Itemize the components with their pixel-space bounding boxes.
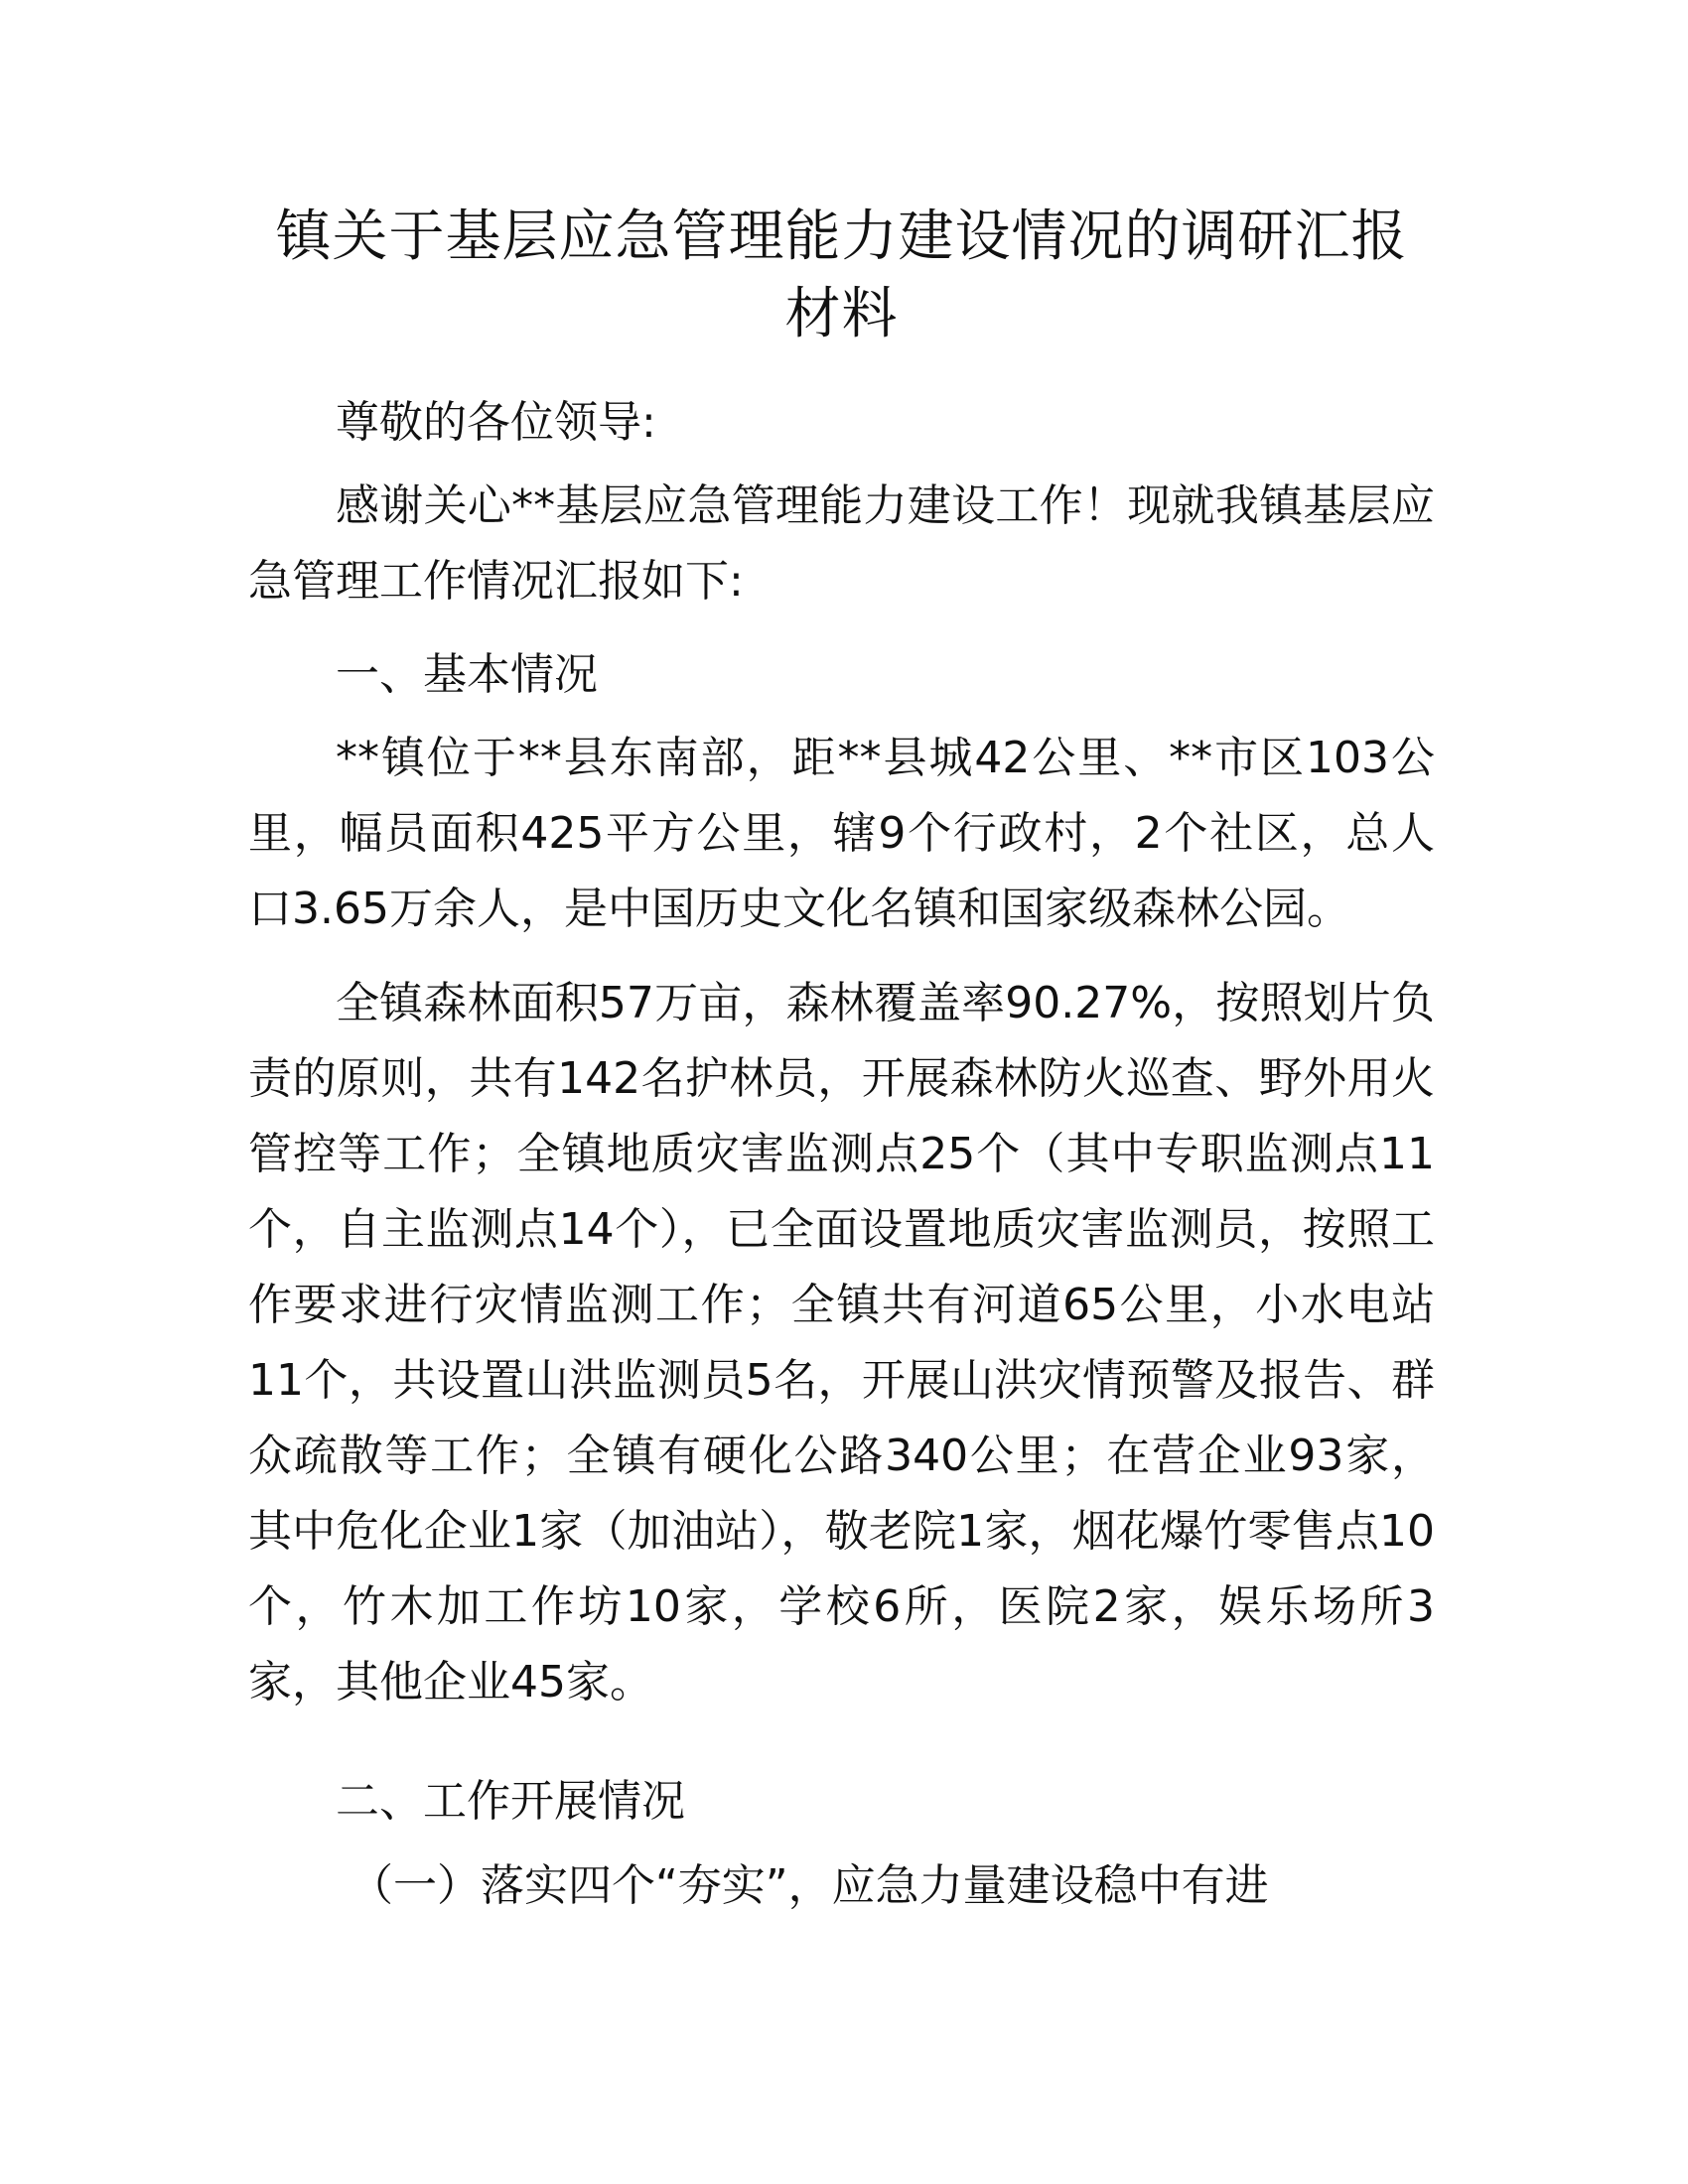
title-line-1: 镇关于基层应急管理能力建设情况的调研汇报: [275, 205, 1408, 269]
section-1-heading: 一、基本情况: [336, 649, 598, 700]
section-2-heading: 二、工作开展情况: [336, 1776, 685, 1827]
title-line-2: 材料: [784, 282, 899, 346]
section-1-paragraph-2: 全镇森林面积57万亩，森林覆盖率90.27%，按照划片负责的原则，共有142名护林员，开展森林防火巡查、野外用火管控等工作；全镇地质灾害监测点25个（其中专职监测点11个，自主监测点14个），已全面设置地质灾害监测员，按照工作要求进行灾情监测工作；全镇共有河道65公里，小水电站11个，共设置山洪监测员5名，开展山洪灾情预警及报告、群众疏散等工作；全镇有硬化公路340公里；在营企业93家，其中危化企业1家（加油站），敬老院1家，烟花爆竹零售点10个，竹木加工作坊10家，学校6所，医院2家，娱乐场所3家，其他企业45家。: [248, 978, 1435, 1707]
document-title: [248, 199, 1435, 353]
intro-paragraph: 感谢关心**基层应急管理能力建设工作！现就我镇基层应急管理工作情况汇报如下:: [248, 480, 1435, 607]
section-2-subheading-1: （一）落实四个“夯实”，应急力量建设稳中有进: [350, 1860, 1269, 1911]
section-1-paragraph-1: **镇位于**县东南部，距**县城42公里、**市区103公里，幅员面积425平方公里，辖9个行政村，2个社区，总人口3.65万余人，是中国历史文化名镇和国家级森林公园。: [248, 733, 1435, 934]
salutation: 尊敬的各位领导:: [336, 397, 656, 448]
